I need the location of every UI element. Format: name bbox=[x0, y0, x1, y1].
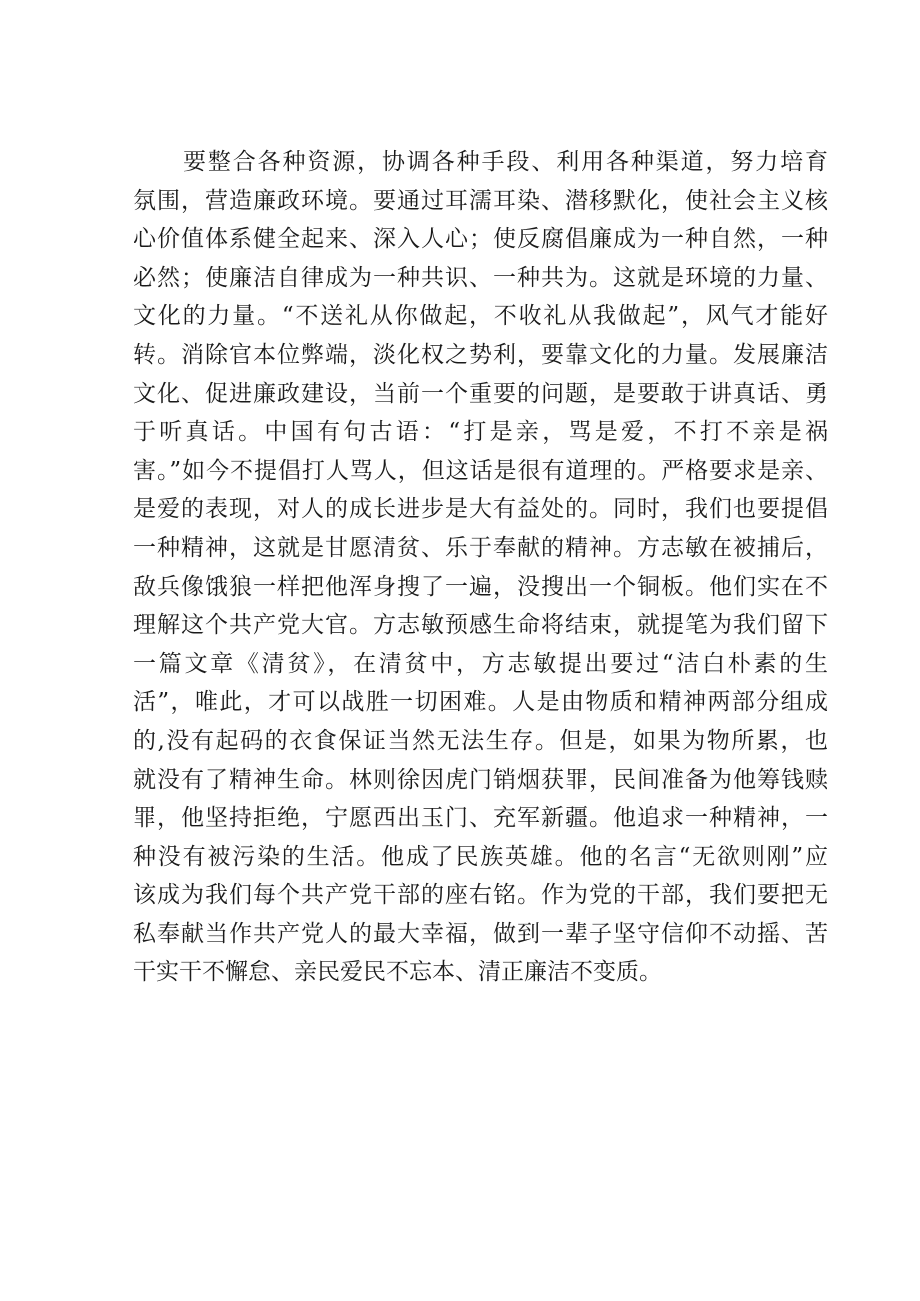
paragraph-line: 害。”如今不提倡打人骂人，但这话是很有道理的。严格要求是亲、 bbox=[133, 457, 828, 484]
paragraph-line: 该成为我们每个共产党干部的座右铭。作为党的干部，我们要把无 bbox=[133, 882, 828, 909]
paragraph-line: 私奉献当作共产党人的最大幸福，做到一辈子坚守信仰不动摇、苦 bbox=[133, 920, 828, 947]
paragraph-line: 转。消除官本位弊端，淡化权之势利，要靠文化的力量。发展廉洁 bbox=[133, 341, 828, 368]
paragraph-line: 敌兵像饿狼一样把他浑身搜了一遍，没搜出一个铜板。他们实在不 bbox=[133, 573, 828, 600]
paragraph-line: 就没有了精神生命。林则徐因虎门销烟获罪，民间准备为他筹钱赎 bbox=[133, 766, 828, 793]
paragraph-line: 是爱的表现，对人的成长进步是大有益处的。同时，我们也要提倡 bbox=[133, 496, 828, 523]
paragraph-line: 罪，他坚持拒绝，宁愿西出玉门、充军新疆。他追求一种精神，一 bbox=[133, 805, 828, 832]
paragraph-line: 文化、促进廉政建设，当前一个重要的问题，是要敢于讲真话、勇 bbox=[133, 380, 828, 407]
paragraph-line: 文化的力量。“不送礼从你做起，不收礼从我做起”，风气才能好 bbox=[133, 303, 828, 330]
body-paragraph bbox=[133, 143, 828, 992]
paragraph-line: 的,没有起码的衣食保证当然无法生存。但是，如果为物所累，也 bbox=[133, 727, 828, 754]
paragraph-line: 心价值体系健全起来、深入人心；使反腐倡廉成为一种自然，一种 bbox=[133, 226, 828, 253]
paragraph-line: 于听真话。中国有句古语：“打是亲，骂是爱，不打不亲是祸 bbox=[133, 419, 828, 446]
paragraph-line: 一种精神，这就是甘愿清贫、乐于奉献的精神。方志敏在被捕后， bbox=[133, 534, 828, 561]
paragraph-line: 要整合各种资源，协调各种手段、利用各种渠道，努力培育 bbox=[183, 149, 828, 175]
paragraph-line: 种没有被污染的生活。他成了民族英雄。他的名言“无欲则刚”应 bbox=[133, 843, 828, 870]
paragraph-line: 一篇文章《清贫》，在清贫中，方志敏提出要过“洁白朴素的生 bbox=[133, 650, 828, 677]
paragraph-line: 干实干不懈怠、亲民爱民不忘本、清正廉洁不变质。 bbox=[133, 959, 662, 986]
paragraph-line: 氛围，营造廉政环境。要通过耳濡耳染、潜移默化，使社会主义核 bbox=[133, 187, 828, 214]
paragraph-line: 必然；使廉洁自律成为一种共识、一种共为。这就是环境的力量、 bbox=[133, 264, 828, 291]
paragraph-line: 活”，唯此，才可以战胜一切困难。人是由物质和精神两部分组成 bbox=[133, 689, 828, 716]
paragraph-line: 理解这个共产党大官。方志敏预感生命将结束，就提笔为我们留下 bbox=[133, 612, 828, 639]
